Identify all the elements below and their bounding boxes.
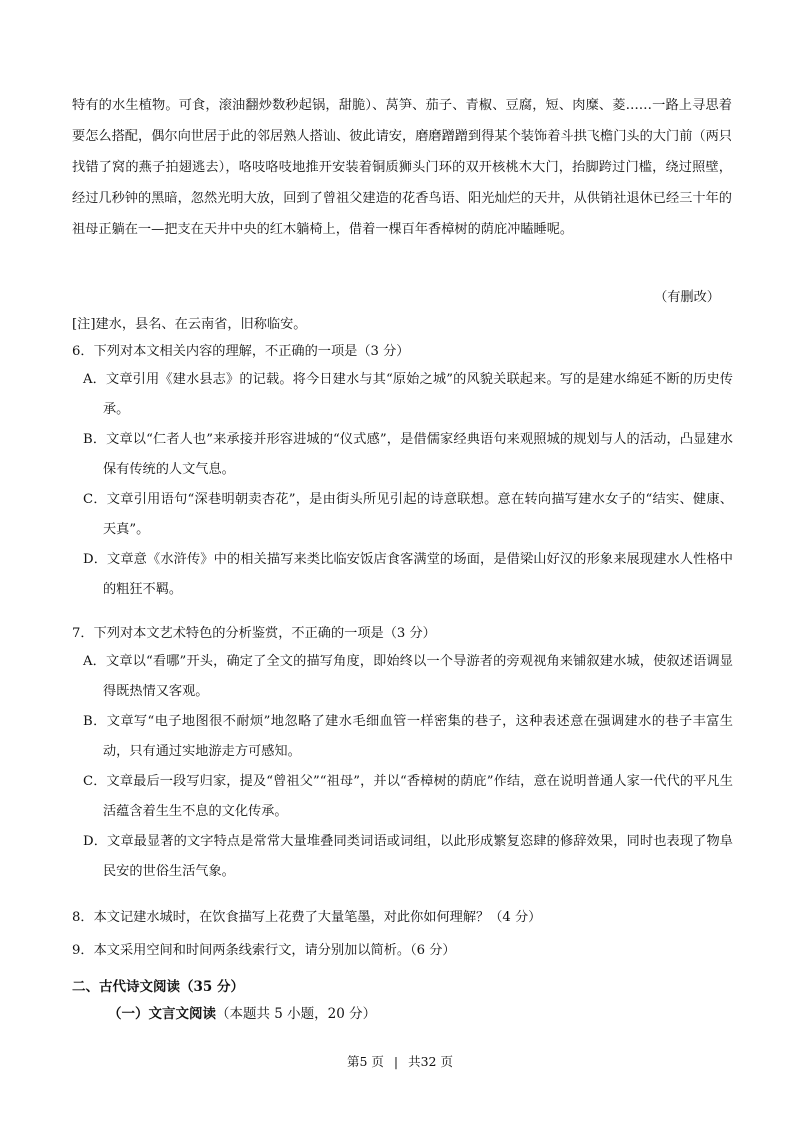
page-number: 第5 页: [346, 1054, 384, 1069]
question-7-option-a: A．文章以“看哪”开头，确定了全文的描写角度，即始终以一个导游者的旁观视角来铺叙建水城，使叙述语调显得既热情又客观。: [83, 654, 733, 699]
question-7-stem: 7．下列对本文艺术特色的分析鉴赏，不正确的一项是（3 分）: [72, 626, 436, 641]
question-6-options: [83, 365, 733, 605]
page-total: 共32 页: [408, 1054, 453, 1069]
question-7-options: [83, 647, 733, 887]
subsection-note: （本题共 5 小题，20 分）: [216, 1006, 377, 1022]
question-8-stem: 8．本文记建水城时，在饮食描写上花费了大量笔墨，对此你如何理解？（4 分）: [72, 910, 542, 925]
question-6-stem: 6．下列对本文相关内容的理解，不正确的一项是（3 分）: [72, 344, 410, 359]
question-7-option-b: B．文章写“电子地图很不耐烦”地忽略了建水毛细血管一样密集的巷子，这种表述意在强调建水的巷子丰富生动，只有通过实地游走方可感知。: [83, 714, 733, 759]
source-note: （有删改）: [654, 290, 720, 305]
footer-separator: |: [393, 1054, 399, 1069]
subsection-heading: [108, 1002, 376, 1026]
question-6-option-b: B．文章以“仁者人也”来承接并形容进城的“仪式感”，是借儒家经典语句来观照城的规划与人的活动，凸显建水保有传统的人文气息。: [83, 432, 733, 477]
section-heading: 二、古代诗文阅读（35 分）: [72, 979, 244, 995]
question-6-option-c: C．文章引用语句“深巷明朝卖杏花”，是由街头所见引起的诗意联想。意在转向描写建水女子的“结实、健康、天真”。: [83, 492, 733, 537]
question-9-stem: 9．本文采用空间和时间两条线索行文，请分别加以简析。（6 分）: [72, 943, 456, 958]
footnote: [注]建水，县名、在云南省，旧称临安。: [72, 317, 307, 332]
question-6-option-a: A．文章引用《建水县志》的记载。将今日建水与其“原始之城”的风貌关联起来。写的是建水绵延不断的历史传承。: [83, 372, 733, 417]
question-6-option-d: D．文章意《水浒传》中的相关描写来类比临安饭店食客满堂的场面，是借梁山好汉的形象来展现建水人性格中的粗狂不羁。: [83, 552, 733, 597]
question-7-option-c: C．文章最后一段写归家，提及“曾祖父”“祖母”，并以“香樟树的荫庇”作结，意在说明普通人家一代代的平凡生活蕴含着生生不息的文化传承。: [83, 774, 733, 819]
question-7-option-d: D．文章最显著的文字特点是常常大量堆叠同类词语或词组，以此形成繁复恣肆的修辞效果，同时也表现了物阜民安的世俗生活气象。: [83, 834, 733, 879]
subsection-title: （一）文言文阅读: [108, 1006, 216, 1022]
page-footer: [0, 1052, 800, 1072]
passage-paragraph: 特有的水生植物。可食，滚油翻炒数秒起锅，甜脆）、莴笋、茄子、青椒、豆腐，短、肉糜、菱……一路上寻思着要怎么搭配，偶尔向世居于此的邻居熟人搭讪、彼此请安，磨磨蹭蹭到得某个装饰着斗拱飞檐门头的大门前（两只找错了窝的燕子拍翅逃去），咯吱咯吱地推开安装着铜质狮头门环的双开核桃木大门，抬脚跨过门槛，绕过照壁，经过几秒钟的黑暗，忽然光明大放，回到了曾祖父建造的花香鸟语、阳光灿烂的天井，从供销社退休已经三十年的祖母正躺在一—把支在天井中央的红木躺椅上，借着一棵百年香樟树的荫庇冲瞌睡呢。: [72, 98, 732, 237]
